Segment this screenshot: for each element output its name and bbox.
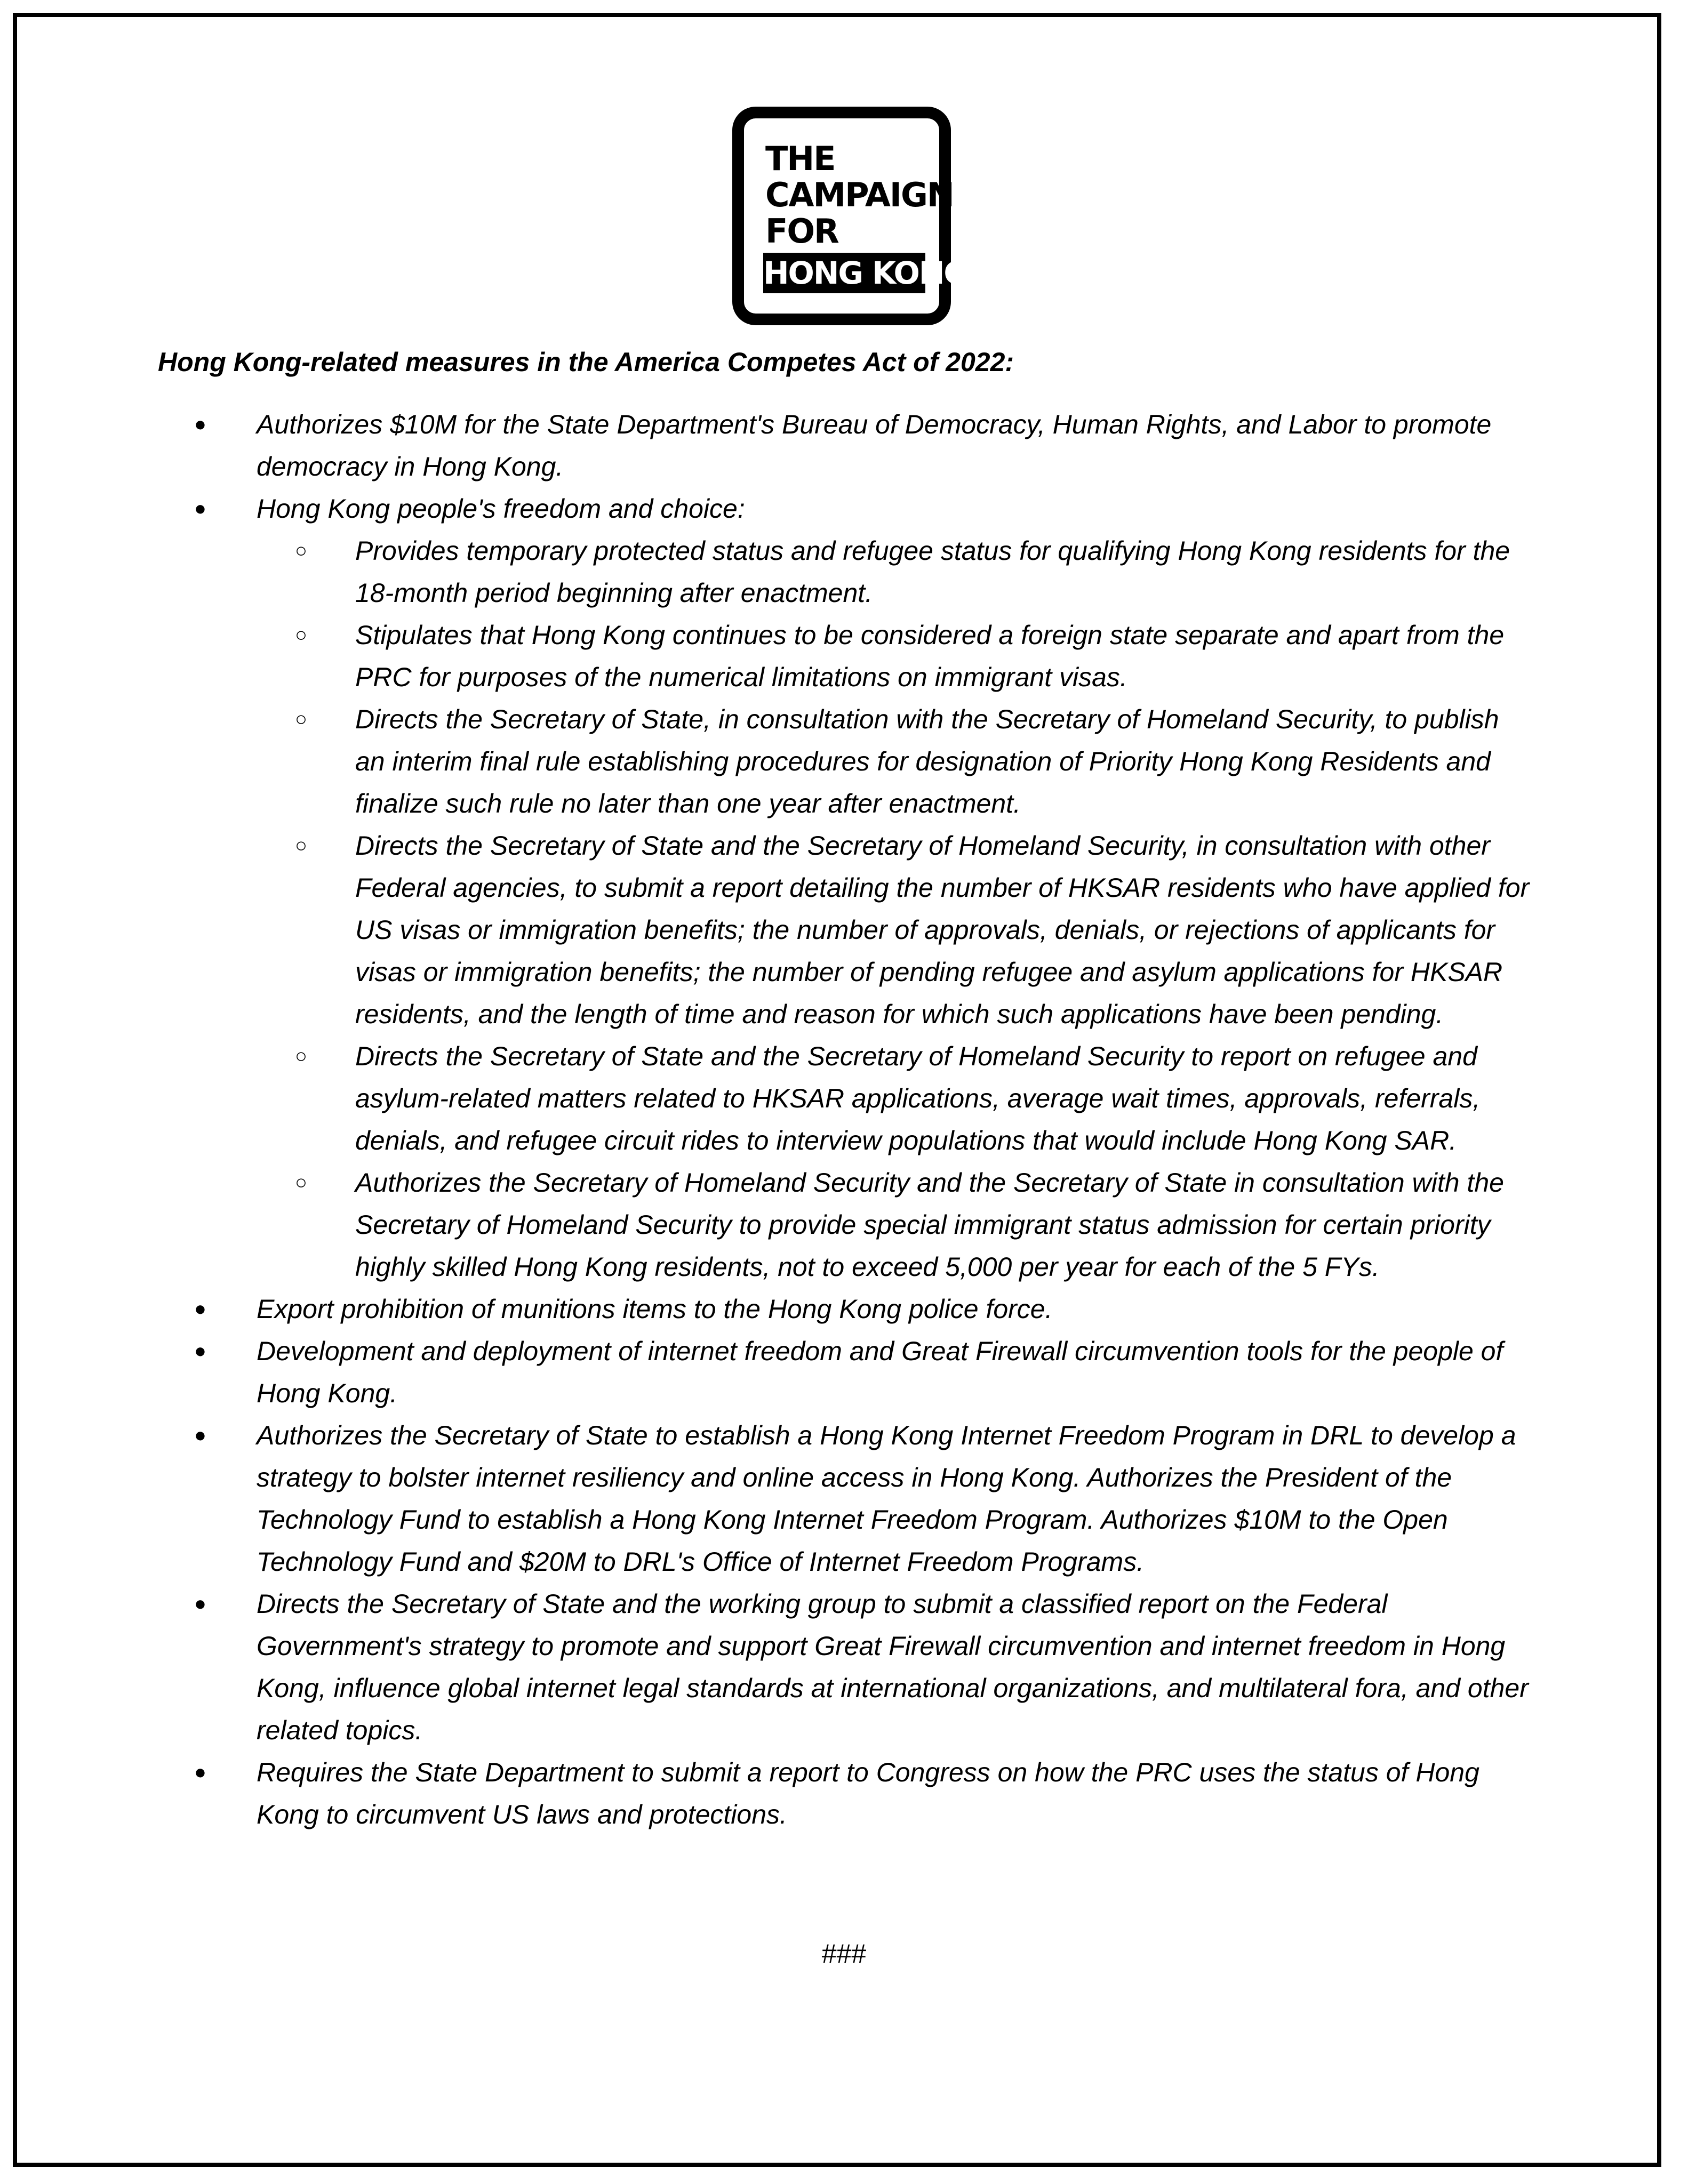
measures-list [158, 404, 1534, 1836]
sub-list-item: ○ Directs the Secretary of State and the Secretary of Homeland Security, in consultation with other Federal agencies, to submit a report detailing the number of HKSAR residents who have applied for US visas or immigration benefits; the number of approvals, denials, or rejections of applicants for visas or immigration benefits; the number of pending refugee and asylum applications for HKSAR residents, and the length of time and reason for which such applications have been pending. [257, 825, 1534, 1035]
document-body [158, 341, 1534, 1836]
list-item: ● Requires the State Department to submit a report to Congress on how the PRC uses the status of Hong Kong to circumvent US laws and protections. [158, 1752, 1534, 1836]
list-item: ● Export prohibition of munitions items to the Hong Kong police force. [158, 1288, 1534, 1330]
list-item: ● Authorizes the Secretary of State to establish a Hong Kong Internet Freedom Program in DRL to develop a strategy to bolster internet resiliency and online access in Hong Kong. Authorizes the President of the Technology Fund to establish a Hong Kong Internet Freedom Program. Authorizes $10M to the Open Technology Fund and $20M to DRL's Office of Internet Freedom Programs. [158, 1415, 1534, 1583]
logo-banner: HONG KONG [763, 253, 925, 293]
closing-mark: ### [821, 1939, 867, 1969]
campaign-logo [732, 107, 968, 325]
sub-list-item: ○ Authorizes the Secretary of Homeland Security and the Secretary of State in consultation with the Secretary of Homeland Security to provide special immigrant status admission for certain priority highly skilled Hong Kong residents, not to exceed 5,000 per year for each of the 5 FYs. [257, 1162, 1534, 1288]
sub-list-item: ○ Stipulates that Hong Kong continues to be considered a foreign state separate and apart from the PRC for purposes of the numerical limitations on immigrant visas. [257, 614, 1534, 698]
logo-line: CAMPAIGN [765, 175, 954, 214]
list-item-label: Hong Kong people's freedom and choice: [257, 494, 745, 524]
sub-list-item: ○ Directs the Secretary of State and the Secretary of Homeland Security to report on refugee and asylum-related matters related to HKSAR applications, average wait times, approvals, referrals, denials, and refugee circuit rides to interview populations that would include Hong Kong SAR. [257, 1035, 1534, 1162]
list-item: ● Development and deployment of internet freedom and Great Firewall circumvention tools for the people of Hong Kong. [158, 1330, 1534, 1415]
logo-line: FOR [765, 212, 838, 251]
sub-list-item: ○ Directs the Secretary of State, in consultation with the Secretary of Homeland Security, to publish an interim final rule establishing procedures for designation of Priority Hong Kong Residents and finalize such rule no later than one year after enactment. [257, 698, 1534, 825]
list-item: ● Authorizes $10M for the State Department's Bureau of Democracy, Human Rights, and Labor to promote democracy in Hong Kong. [158, 404, 1534, 488]
list-item [158, 488, 1534, 1288]
list-item: ● Directs the Secretary of State and the working group to submit a classified report on the Federal Government's strategy to promote and support Great Firewall circumvention and internet freedom in Hong Kong, influence global internet legal standards at international organizations, and multilateral fora, and other related topics. [158, 1583, 1534, 1752]
sub-list [257, 530, 1534, 1288]
sub-list-item: ○ Provides temporary protected status and refugee status for qualifying Hong Kong residents for the 18-month period beginning after enactment. [257, 530, 1534, 614]
logo-line: THE [765, 139, 835, 178]
document-heading: Hong Kong-related measures in the America Competes Act of 2022: [158, 347, 1014, 377]
